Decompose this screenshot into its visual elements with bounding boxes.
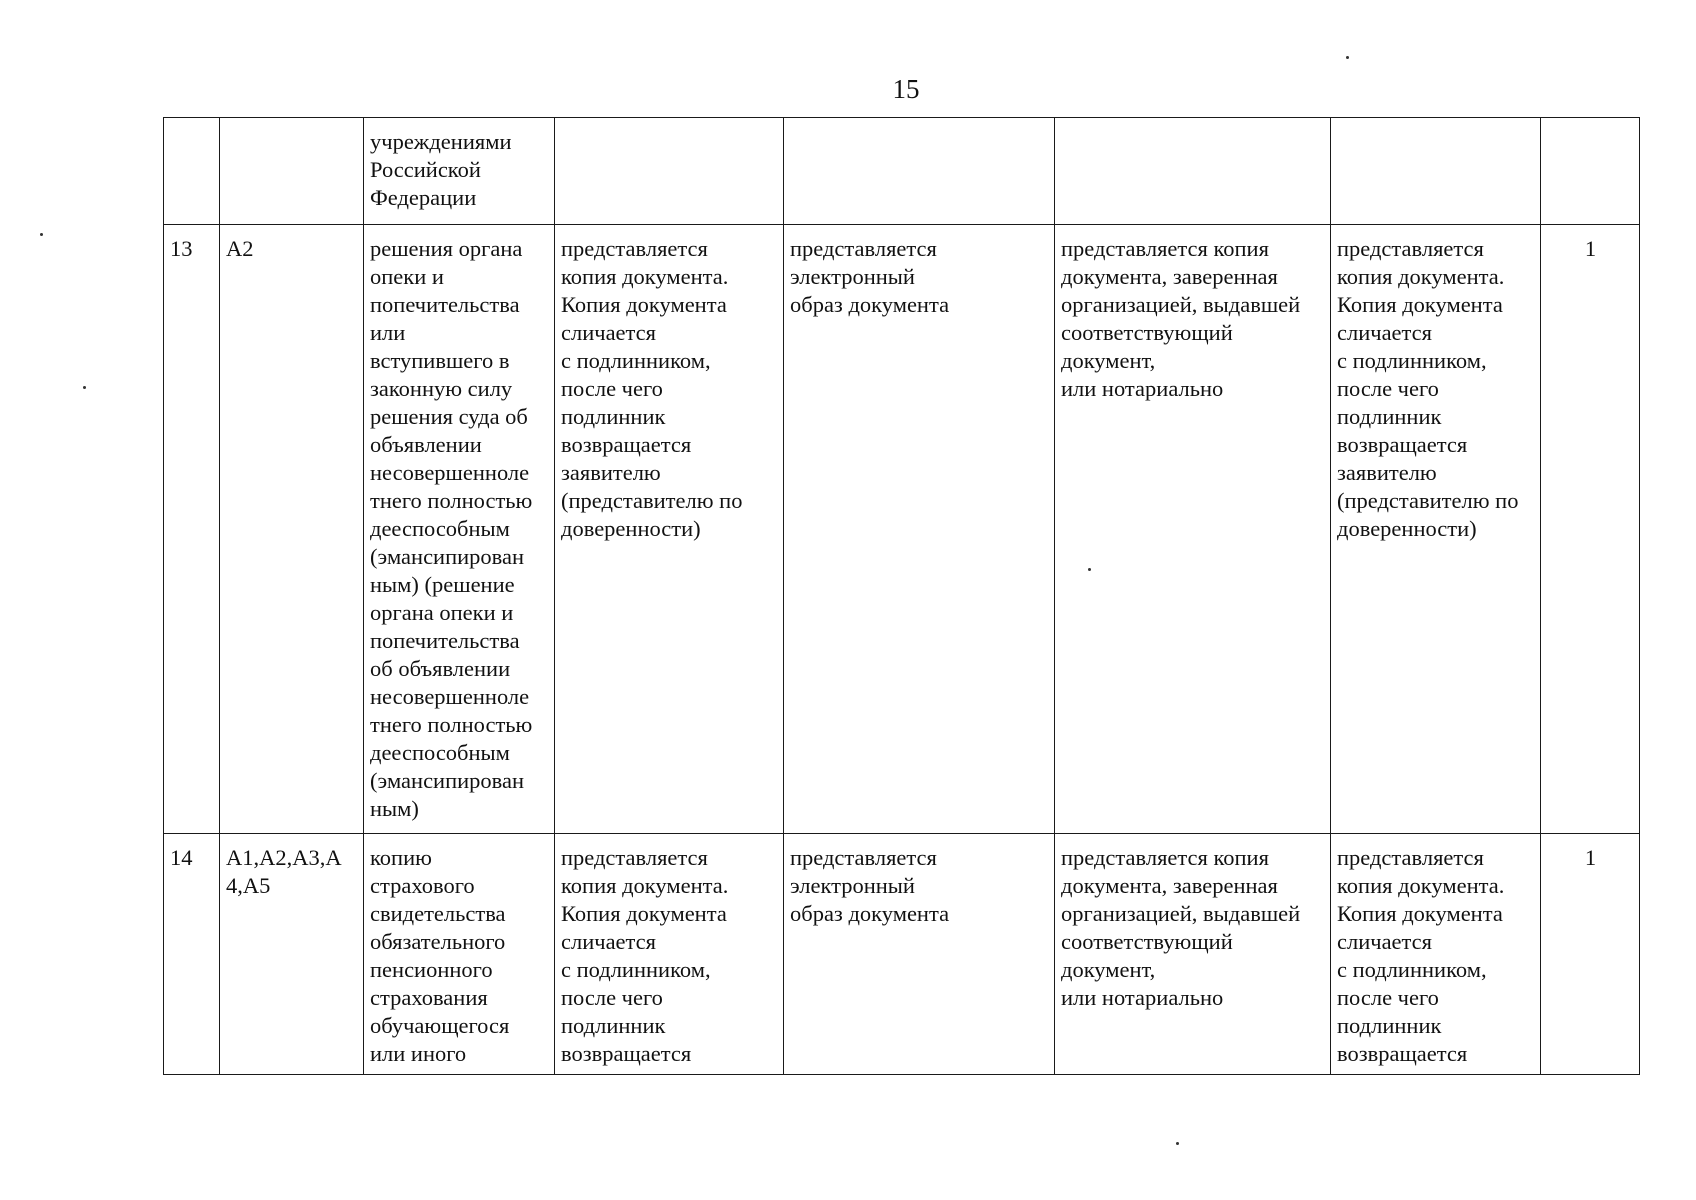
documents-table [163,117,1640,1075]
electronic-submission-cell [784,118,1055,225]
scan-speck [1346,56,1349,59]
scan-speck [1088,568,1091,571]
certified-copy-cell: представляется копия документа, заверенная организацией, выдавшей соответствующий документ, или нотариально [1055,225,1331,834]
applicant-codes-cell: А1,А2,А3,А 4,А5 [220,834,364,1075]
quantity-cell: 1 [1541,225,1640,834]
scan-speck [40,233,43,236]
electronic-submission-cell: представляется электронный образ документа [784,834,1055,1075]
mfc-submission-cell: представляется копия документа. Копия документа сличается с подлинником, после чего подлинник возвращается заявителю (представителю по доверенности) [1331,225,1541,834]
quantity-cell: 1 [1541,834,1640,1075]
document-name-cell: решения органа опеки и попечительства или вступившего в законную силу решения суда об объявлении несовершенноле тнего полностью дееспособным (эмансипирован ным) (решение органа опеки и попечительства об объявлении несовершенноле тнего полностью дееспособным (эмансипирован ным) [364,225,555,834]
mfc-submission-cell [1331,118,1541,225]
scan-speck [1176,1142,1179,1145]
mfc-submission-cell: представляется копия документа. Копия документа сличается с подлинником, после чего подлинник возвращается [1331,834,1541,1075]
quantity-cell [1541,118,1640,225]
electronic-submission-cell: представляется электронный образ документа [784,225,1055,834]
row-number-cell [164,118,220,225]
applicant-codes-cell [220,118,364,225]
document-name-cell: копию страхового свидетельства обязательного пенсионного страхования обучающегося или иного [364,834,555,1075]
document-name-cell: учреждениями Российской Федерации [364,118,555,225]
table-row [164,118,1640,225]
certified-copy-cell: представляется копия документа, заверенная организацией, выдавшей соответствующий документ, или нотариально [1055,834,1331,1075]
applicant-codes-cell: А2 [220,225,364,834]
paper-submission-cell: представляется копия документа. Копия документа сличается с подлинником, после чего подлинник возвращается заявителю (представителю по доверенности) [555,225,784,834]
paper-submission-cell [555,118,784,225]
scan-speck [83,386,86,389]
table-row [164,834,1640,1075]
row-number-cell: 13 [164,225,220,834]
certified-copy-cell [1055,118,1331,225]
page-number: 15 [892,74,920,104]
row-number-cell: 14 [164,834,220,1075]
paper-submission-cell: представляется копия документа. Копия документа сличается с подлинником, после чего подлинник возвращается [555,834,784,1075]
table-row [164,225,1640,834]
